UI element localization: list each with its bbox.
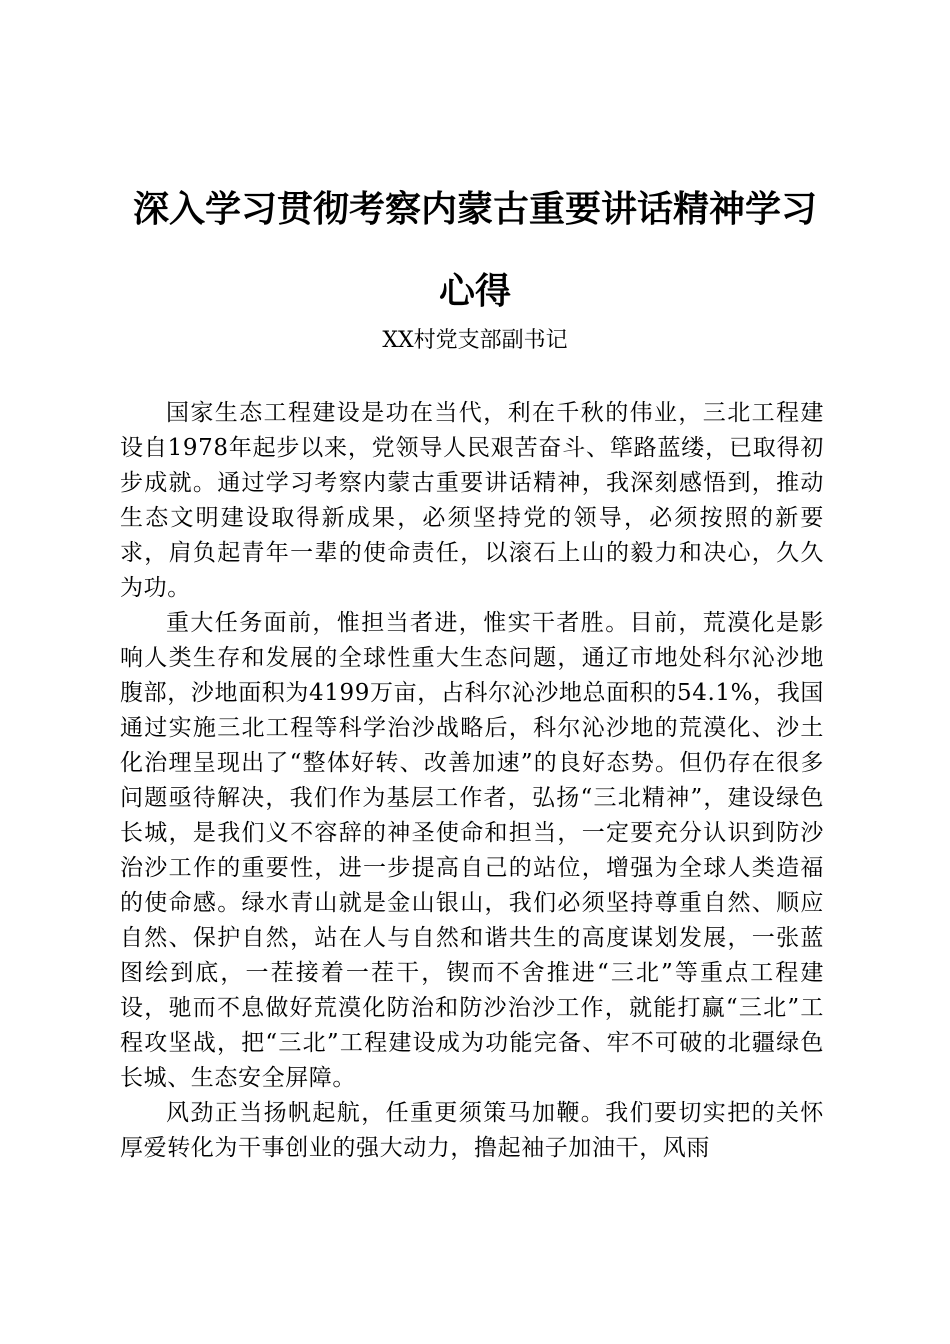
paragraph-1: 国家生态工程建设是功在当代，利在千秋的伟业，三北工程建设自1978年起步以来，党领导人民艰苦奋斗、筚路蓝缕，已取得初步成就。通过学习考察内蒙古重要讲话精神，我深刻感悟到，推动生态文明建设取得新成果，必须坚持党的领导，必须按照的新要求，肩负起青年一辈的使命责任，以滚石上山的毅力和决心，久久为功。 <box>120 400 824 601</box>
document-author: XX村党支部副书记 <box>382 328 568 353</box>
document-body <box>120 396 824 1166</box>
paragraph-3: 风劲正当扬帆起航，任重更须策马加鞭。我们要切实把的关怀厚爱转化为干事创业的强大动力，撸起袖子加油干，风雨 <box>120 1100 824 1161</box>
paragraph-2: 重大任务面前，惟担当者进，惟实干者胜。目前，荒漠化是影响人类生存和发展的全球性重大生态问题，通辽市地处科尔沁沙地腹部，沙地面积为4199万亩，占科尔沁沙地总面积的54.1%，我国通过实施三北工程等科学治沙战略后，科尔沁沙地的荒漠化、沙土化治理呈现出了“整体好转、改善加速”的良好态势。但仍存在很多问题亟待解决，我们作为基层工作者，弘扬“三北精神”，建设绿色长城，是我们义不容辞的神圣使命和担当，一定要充分认识到防沙治沙工作的重要性，进一步提高自己的站位，增强为全球人类造福的使命感。绿水青山就是金山银山，我们必须坚持尊重自然、顺应自然、保护自然，站在人与自然和谐共生的高度谋划发展，一张蓝图绘到底，一茬接着一茬干，锲而不舍推进“三北”等重点工程建设，驰而不息做好荒漠化防治和防沙治沙工作，就能打赢“三北”工程攻坚战，把“三北”工程建设成为功能完备、牢不可破的北疆绿色长城、生态安全屏障。 <box>120 610 824 1091</box>
document-title: 深入学习贯彻考察内蒙古重要讲话精神学习心得 <box>132 188 817 312</box>
